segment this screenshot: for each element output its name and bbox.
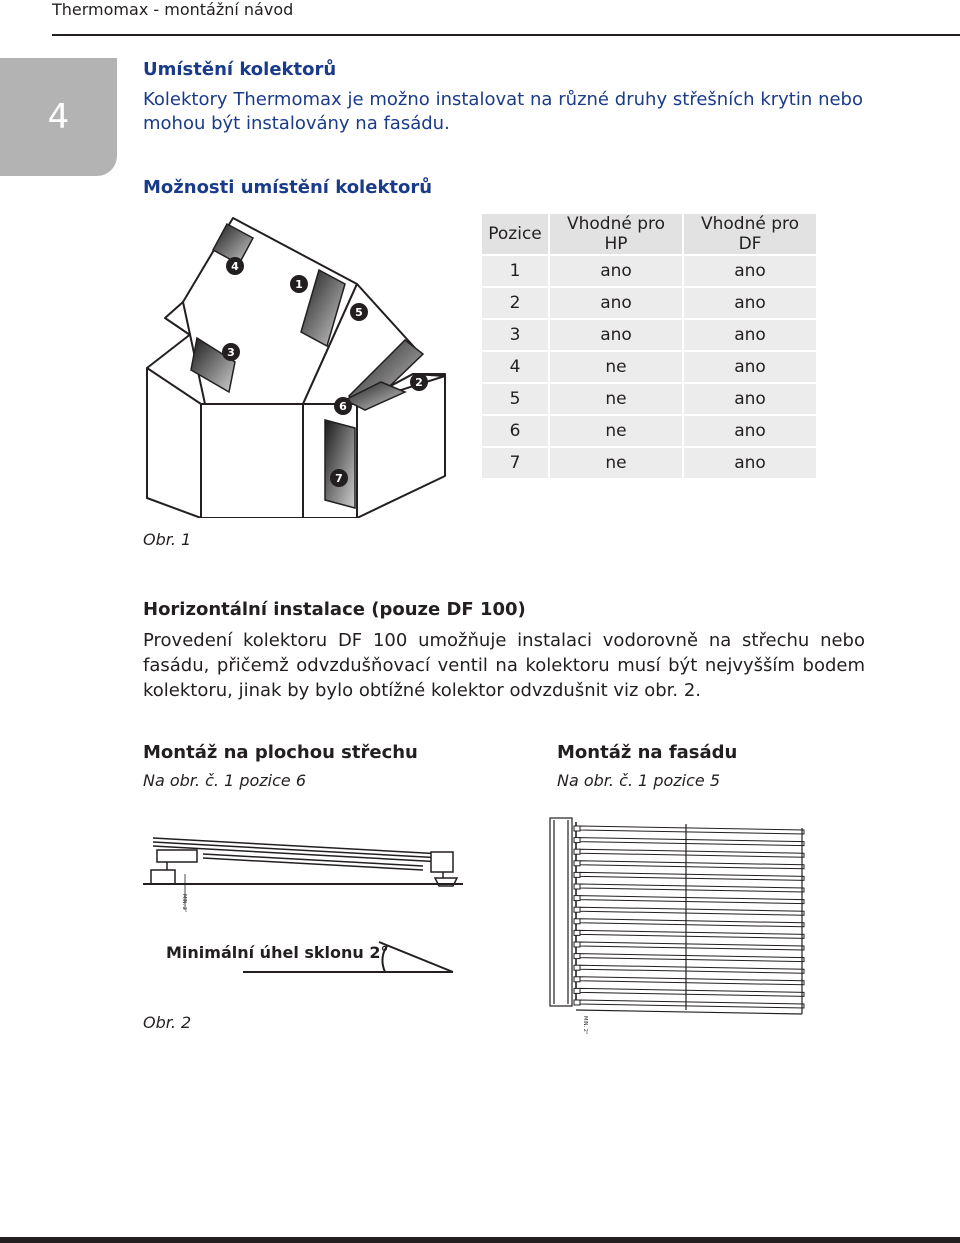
tube-connector xyxy=(574,907,580,912)
flat-roof-subtitle: Na obr. č. 1 pozice 6 xyxy=(143,771,307,790)
svg-text:4: 4 xyxy=(231,260,239,273)
table-cell: ano xyxy=(550,320,682,350)
collector-tube xyxy=(580,919,804,927)
house-illustration xyxy=(143,214,455,518)
facade-title: Montáž na fasádu xyxy=(557,742,738,763)
table-row xyxy=(482,384,816,414)
chapter-number: 4 xyxy=(47,97,70,137)
section-horizontal-text: Provedení kolektoru DF 100 umožňuje instalaci vodorovně na střechu nebo fasádu, přičemž odvzdušňovací ventil na kolektoru musí být nejvyšším bodem kolektoru, jinak by bylo obtížné kolektor odvzdušnit viz obr. 2. xyxy=(143,630,865,701)
bottom-rule xyxy=(0,1237,960,1243)
table-cell: ne xyxy=(550,416,682,446)
marker-3 xyxy=(222,343,240,361)
marker-6 xyxy=(334,397,352,415)
table-header-cell: Pozice xyxy=(482,214,548,254)
tube-connector xyxy=(574,861,580,866)
table-cell: 6 xyxy=(482,416,548,446)
table-cell: ne xyxy=(550,352,682,382)
collector-tube xyxy=(580,907,804,915)
table-header-row xyxy=(482,214,816,254)
facade-drawing xyxy=(540,810,820,1042)
table-cell: ano xyxy=(684,352,816,382)
collector-tube xyxy=(580,838,804,846)
tube-connector xyxy=(574,954,580,959)
chapter-tab xyxy=(0,58,117,176)
tube-connector xyxy=(574,896,580,901)
table-row xyxy=(482,416,816,446)
table-cell: 7 xyxy=(482,448,548,478)
collector-tube xyxy=(580,930,804,938)
table-cell: 3 xyxy=(482,320,548,350)
svg-text:MIN. 2°: MIN. 2° xyxy=(582,1016,588,1035)
tube-connector xyxy=(574,919,580,924)
table-cell: ano xyxy=(684,416,816,446)
svg-text:3: 3 xyxy=(227,346,235,359)
tube-connector xyxy=(574,849,580,854)
marker-4 xyxy=(226,257,244,275)
svg-text:7: 7 xyxy=(335,472,343,485)
marker-5 xyxy=(350,303,368,321)
position-table xyxy=(480,212,818,480)
collector-tube xyxy=(580,988,804,996)
tube-connector xyxy=(574,930,580,935)
collector-tube xyxy=(580,942,804,950)
table-cell: ano xyxy=(684,320,816,350)
svg-text:5: 5 xyxy=(355,306,363,319)
table-cell: 2 xyxy=(482,288,548,318)
table-cell: ano xyxy=(684,448,816,478)
collector-tube xyxy=(580,884,804,892)
figure-1-caption: Obr. 1 xyxy=(143,530,192,549)
tube-connector xyxy=(574,838,580,843)
section-intro: Kolektory Thermomax je možno instalovat na různé druhy střešních krytin nebo mohou být instalovány na fasádu. xyxy=(143,89,863,134)
collector-tube xyxy=(580,849,804,857)
tube-connector xyxy=(574,965,580,970)
table-row xyxy=(482,352,816,382)
collector-7-icon xyxy=(325,420,355,508)
table-header-cell: Vhodné pro HP xyxy=(550,214,682,254)
table-cell: ano xyxy=(684,384,816,414)
tube-connector xyxy=(574,826,580,831)
tube-connector xyxy=(574,884,580,889)
tube-connector xyxy=(574,1000,580,1005)
svg-text:2: 2 xyxy=(415,376,423,389)
figure-2-caption: Obr. 2 xyxy=(143,1013,192,1032)
collector-tube xyxy=(580,965,804,973)
section-title-options: Možnosti umístění kolektorů xyxy=(143,177,433,198)
table-header-cell: Vhodné pro DF xyxy=(684,214,816,254)
table-cell: ano xyxy=(550,288,682,318)
table-cell: 4 xyxy=(482,352,548,382)
table-cell: ne xyxy=(550,448,682,478)
table-cell: ano xyxy=(550,256,682,286)
table-cell: 1 xyxy=(482,256,548,286)
marker-7 xyxy=(330,469,348,487)
collector-tube xyxy=(580,826,804,834)
header-title: Thermomax - montážní návod xyxy=(52,0,294,19)
angle-label: Minimální úhel sklonu 2° xyxy=(166,943,389,962)
table-row xyxy=(482,288,816,318)
marker-1 xyxy=(290,275,308,293)
tube-connector xyxy=(574,872,580,877)
header-rule xyxy=(52,34,960,36)
table-cell: 5 xyxy=(482,384,548,414)
tube-connector xyxy=(574,988,580,993)
section-title-placement: Umístění kolektorů xyxy=(143,59,337,80)
collector-tube xyxy=(580,872,804,880)
tube-connector xyxy=(574,977,580,982)
marker-2 xyxy=(410,373,428,391)
collector-tube xyxy=(580,954,804,962)
table-row xyxy=(482,256,816,286)
collector-tube xyxy=(580,1000,804,1008)
table-row xyxy=(482,320,816,350)
table-row xyxy=(482,448,816,478)
flat-roof-title: Montáž na plochou střechu xyxy=(143,742,418,763)
facade-subtitle: Na obr. č. 1 pozice 5 xyxy=(557,771,721,790)
table-cell: ano xyxy=(684,256,816,286)
svg-text:1: 1 xyxy=(295,278,303,291)
svg-text:6: 6 xyxy=(339,400,347,413)
collector-tube xyxy=(580,896,804,904)
collector-tube xyxy=(580,977,804,985)
table-cell: ano xyxy=(684,288,816,318)
collector-tube xyxy=(580,861,804,869)
svg-text:MIN. 2°: MIN. 2° xyxy=(181,894,187,913)
section-title-horizontal: Horizontální instalace (pouze DF 100) xyxy=(143,599,526,620)
tube-connector xyxy=(574,942,580,947)
table-cell: ne xyxy=(550,384,682,414)
